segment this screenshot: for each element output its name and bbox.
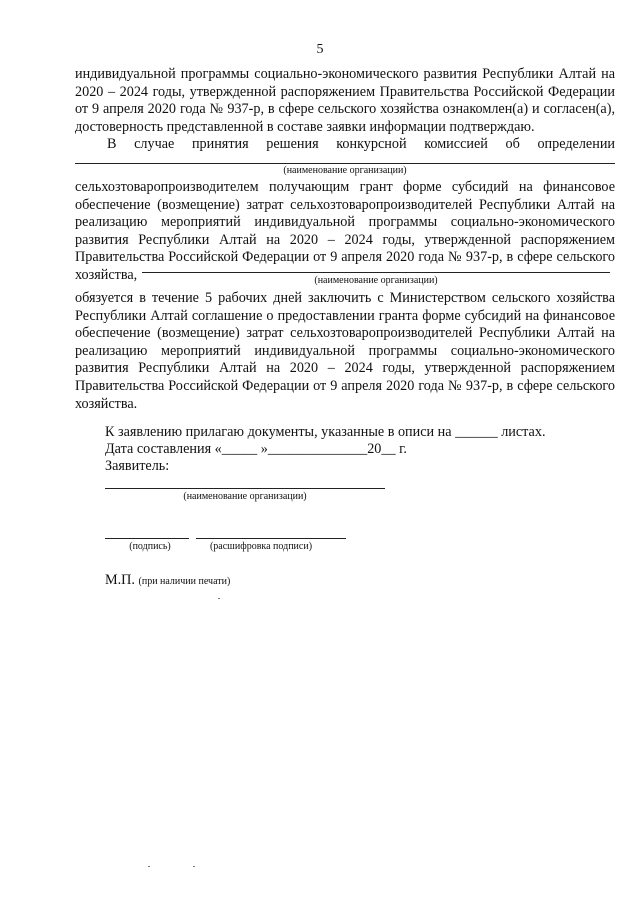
signature-caption: (подпись)	[129, 541, 171, 552]
signature-decoding-caption: (расшифровка подписи)	[209, 541, 313, 552]
signature-decoding-blank	[196, 538, 346, 539]
attachments-line: К заявлению прилагаю документы, указанные в описи на ______ листах.	[105, 424, 546, 440]
text-line: Правительства Российской Федерации от 9 апреля 2020 года № 937-р, в сфере сельского	[75, 377, 615, 394]
text-line: В случае принятия решения конкурсной комиссией об определении	[107, 136, 615, 153]
organization-caption: (наименование организации)	[283, 165, 407, 176]
text-line: 2020 – 2024 годы, утвержденной распоряжением Правительства Российской Федерации	[75, 83, 615, 100]
paragraph-obligation	[75, 290, 615, 413]
stamp-label: М.П.	[105, 572, 135, 588]
organization-name-blank	[75, 163, 615, 164]
text-line: реализацию мероприятий индивидуальной программы социально-экономического	[75, 342, 615, 359]
text-line: обязуется в течение 5 рабочих дней заключить с Министерством сельского хозяйства	[75, 290, 615, 306]
stamp-note: (при наличии печати)	[138, 576, 231, 587]
text-line: сельхозтоваропроизводителем получающим грант форме субсидий на финансовое	[75, 179, 615, 195]
scan-speck	[193, 866, 195, 867]
organization-caption: (наименование организации)	[314, 275, 438, 286]
text-line: развития Республики Алтай на 2020 – 2024 годы, утвержденной распоряжением	[75, 360, 615, 377]
text-line: обеспечение (возмещение) затрат сельхозтоваропроизводителей Республики Алтай на	[75, 196, 615, 213]
text-line: хозяйства,	[75, 266, 138, 283]
scan-speck	[148, 866, 150, 867]
applicant-organization-blank	[105, 488, 385, 489]
organization-caption: (наименование организации)	[183, 491, 307, 502]
text-line: Правительства Российской Федерации от 9 апреля 2020 года № 937-р, в сфере сельского	[75, 249, 615, 266]
text-line: развития Республики Алтай на 2020 – 2024 годы, утвержденной распоряжением	[75, 231, 615, 248]
text-line: от 9 апреля 2020 года № 937-р, в сфере сельского хозяйства ознакомлен(а) и согласен(а),	[75, 101, 615, 118]
signature-blank	[105, 538, 189, 539]
scan-speck	[218, 598, 220, 599]
paragraph-consent	[75, 66, 615, 154]
stamp-line	[105, 572, 230, 589]
date-line: Дата составления «_____ »______________20__ г.	[105, 441, 407, 457]
applicant-label: Заявитель:	[105, 458, 170, 474]
paragraph-decision	[75, 179, 615, 285]
page-number: 5	[316, 42, 324, 57]
text-line: обеспечение (возмещение) затрат сельхозтоваропроизводителей Республики Алтай на	[75, 325, 615, 342]
text-line: реализацию мероприятий индивидуальной программы социально-экономического	[75, 214, 615, 231]
text-line: индивидуальной программы социально-экономического развития Республики Алтай на	[75, 66, 615, 82]
text-line: достоверность представленной в составе заявки информации подтверждаю.	[75, 118, 535, 135]
text-line: хозяйства.	[75, 395, 138, 412]
organization-name-blank	[142, 272, 610, 273]
text-line: Республики Алтай соглашение о предоставлении гранта форме субсидий на финансовое	[75, 307, 615, 324]
